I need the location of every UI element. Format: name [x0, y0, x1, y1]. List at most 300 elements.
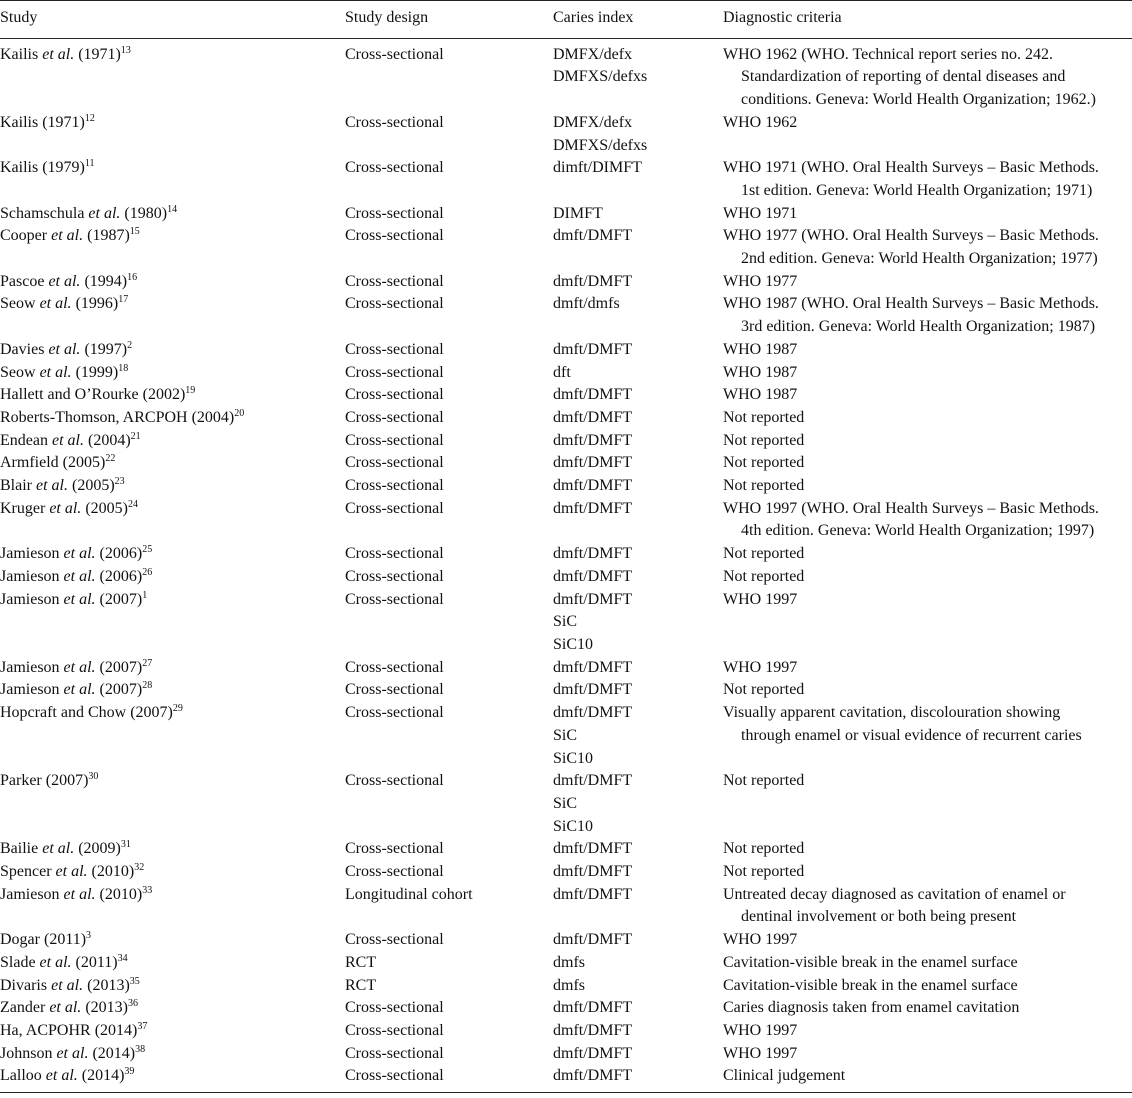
- criteria-line: Not reported: [723, 454, 805, 472]
- cell-caries-index: [553, 861, 723, 884]
- caries-index-line: dmft/DMFT: [553, 1067, 633, 1085]
- cell-diagnostic-criteria: [723, 589, 1132, 657]
- study-year: (2005): [68, 477, 115, 495]
- table-row: [0, 157, 1132, 202]
- criteria-line: WHO 1997 (WHO. Oral Health Surveys – Basic Methods.: [723, 499, 1099, 517]
- study-reference: 26: [142, 566, 153, 578]
- cell-diagnostic-criteria: [723, 543, 1132, 566]
- criteria-line: Cavitation-visible break in the enamel surface: [723, 976, 1018, 994]
- cell-diagnostic-criteria: [723, 997, 1132, 1020]
- cell-study-design: Cross-sectional: [345, 386, 444, 404]
- study-year: (1994): [80, 272, 128, 290]
- cell-study: [0, 293, 345, 338]
- cell-study: [0, 657, 345, 680]
- study-reference: 33: [142, 884, 153, 896]
- cell-diagnostic-criteria: [723, 293, 1132, 338]
- study-etal: et al.: [49, 499, 82, 517]
- criteria-line: WHO 1987: [723, 340, 798, 358]
- study-year: (2002): [138, 386, 186, 404]
- criteria-line: Clinical judgement: [723, 1067, 846, 1085]
- study-author: Seow: [0, 363, 36, 381]
- cell-study: [0, 1065, 345, 1092]
- cell-diagnostic-criteria: [723, 1020, 1132, 1043]
- table-header: [0, 1, 1132, 39]
- study-author: Armfield: [0, 454, 59, 472]
- cell-diagnostic-criteria: [723, 702, 1132, 770]
- cell-study: [0, 384, 345, 407]
- caries-index-line: SiC: [553, 613, 578, 631]
- caries-index-line: dmft/DMFT: [553, 408, 633, 426]
- table-row: [0, 566, 1132, 589]
- table-row: [0, 203, 1132, 226]
- study-reference: 35: [129, 975, 140, 987]
- cell-caries-index: [553, 884, 723, 929]
- cell-study-design: Cross-sectional: [345, 681, 444, 699]
- cell-study: [0, 452, 345, 475]
- table-row: [0, 498, 1132, 543]
- cell-diagnostic-criteria: [723, 38, 1132, 112]
- study-etal: et al.: [63, 545, 96, 563]
- cell-diagnostic-criteria: [723, 362, 1132, 385]
- study-year: (1996): [71, 295, 119, 313]
- criteria-line: WHO 1962: [723, 113, 798, 131]
- study-year: (2004): [187, 408, 235, 426]
- study-etal: et al.: [55, 863, 88, 881]
- study-author: Parker: [0, 772, 42, 790]
- study-author: Jamieson: [0, 545, 60, 563]
- table-row: [0, 339, 1132, 362]
- cell-study: [0, 543, 345, 566]
- caries-index-line: dmft/DMFT: [553, 499, 633, 517]
- caries-index-line: dmft/DMFT: [553, 1044, 633, 1062]
- criteria-line: WHO 1977: [723, 272, 798, 290]
- caries-index-line: dmft/DMFT: [553, 1021, 633, 1039]
- study-year: (2014): [90, 1021, 138, 1039]
- study-author: Jamieson: [0, 885, 60, 903]
- criteria-line: 3rd edition. Geneva: World Health Organization; 1987): [741, 318, 1096, 336]
- caries-index-line: SiC: [553, 726, 578, 744]
- study-year: (2005): [81, 499, 128, 517]
- criteria-line: through enamel or visual evidence of recurrent caries: [741, 726, 1082, 744]
- study-reference: 31: [120, 839, 131, 851]
- criteria-line: Caries diagnosis taken from enamel cavitation: [723, 999, 1020, 1017]
- study-etal: et al.: [49, 999, 82, 1017]
- caries-index-line: dmft/DMFT: [553, 272, 633, 290]
- cell-study-design: Cross-sectional: [345, 340, 444, 358]
- caries-index-line: dmft/DMFT: [553, 999, 633, 1017]
- caries-index-line: dmft/DMFT: [553, 840, 633, 858]
- study-etal: et al.: [48, 272, 81, 290]
- cell-study-design: Cross-sectional: [345, 295, 444, 313]
- table-row: [0, 1065, 1132, 1092]
- study-year: (2007): [95, 681, 143, 699]
- cell-study: [0, 112, 345, 157]
- criteria-line: WHO 1997: [723, 1021, 798, 1039]
- study-reference: 27: [142, 657, 153, 669]
- cell-study: [0, 589, 345, 657]
- criteria-line: 2nd edition. Geneva: World Health Organization; 1977): [741, 250, 1098, 268]
- cell-diagnostic-criteria: [723, 384, 1132, 407]
- caries-index-line: SiC10: [553, 749, 594, 767]
- study-author: Roberts-Thomson, ARCPOH: [0, 408, 188, 426]
- caries-index-line: dmft/DMFT: [553, 227, 633, 245]
- cell-caries-index: [553, 430, 723, 453]
- cell-study-design: RCT: [345, 953, 377, 971]
- study-author: Zander: [0, 999, 46, 1017]
- table-row: [0, 770, 1132, 838]
- criteria-line: Not reported: [723, 545, 805, 563]
- cell-study: [0, 430, 345, 453]
- study-etal: et al.: [63, 590, 96, 608]
- cell-study-design: Cross-sectional: [345, 363, 444, 381]
- cell-diagnostic-criteria: [723, 157, 1132, 202]
- cell-caries-index: [553, 929, 723, 952]
- study-etal: et al.: [63, 658, 96, 676]
- cell-study-design: Cross-sectional: [345, 1021, 444, 1039]
- table-row: [0, 384, 1132, 407]
- cell-caries-index: [553, 475, 723, 498]
- cell-caries-index: [553, 1043, 723, 1066]
- study-reference: 15: [129, 226, 140, 238]
- study-year: (1971): [38, 113, 85, 131]
- study-year: (2004): [83, 431, 131, 449]
- study-year: (2006): [95, 567, 143, 585]
- cell-study-design: Cross-sectional: [345, 863, 444, 881]
- cell-caries-index: [553, 498, 723, 543]
- study-author: Kruger: [0, 499, 46, 517]
- cell-caries-index: [553, 589, 723, 657]
- study-year: (2007): [95, 658, 143, 676]
- cell-caries-index: [553, 657, 723, 680]
- study-reference: 32: [134, 862, 145, 874]
- study-year: (2010): [87, 863, 135, 881]
- caries-index-line: SiC: [553, 794, 578, 812]
- cell-diagnostic-criteria: [723, 861, 1132, 884]
- study-year: (2013): [81, 999, 128, 1017]
- caries-index-line: DMFXS/defxs: [553, 136, 648, 154]
- table-row: [0, 271, 1132, 294]
- cell-diagnostic-criteria: [723, 838, 1132, 861]
- criteria-line: Not reported: [723, 431, 805, 449]
- cell-study: [0, 929, 345, 952]
- criteria-line: WHO 1987: [723, 386, 798, 404]
- study-reference: 17: [118, 294, 129, 306]
- study-author: Dogar: [0, 931, 40, 949]
- table-row: [0, 1020, 1132, 1043]
- caries-index-line: DIMFT: [553, 204, 603, 222]
- cell-caries-index: [553, 702, 723, 770]
- cell-study: [0, 38, 345, 112]
- table-row: [0, 975, 1132, 998]
- cell-study: [0, 679, 345, 702]
- study-year: (1997): [80, 340, 128, 358]
- study-year: (2006): [95, 545, 143, 563]
- caries-index-line: dmft/DMFT: [553, 431, 633, 449]
- table-row: [0, 293, 1132, 338]
- study-reference: 13: [120, 44, 131, 56]
- caries-index-line: dmft/DMFT: [553, 681, 633, 699]
- study-author: Seow: [0, 295, 36, 313]
- cell-study-design: Cross-sectional: [345, 113, 444, 131]
- criteria-line: conditions. Geneva: World Health Organization; 1962.): [741, 91, 1096, 109]
- cell-study-design: Cross-sectional: [345, 704, 444, 722]
- cell-study: [0, 770, 345, 838]
- cell-study: [0, 566, 345, 589]
- cell-study-design: Cross-sectional: [345, 931, 444, 949]
- cell-caries-index: [553, 770, 723, 838]
- table-body: [0, 38, 1132, 1092]
- cell-study: [0, 975, 345, 998]
- caries-index-line: dmft/DMFT: [553, 567, 633, 585]
- study-reference: 30: [88, 771, 99, 783]
- header-diagnostic-criteria: Diagnostic criteria: [723, 9, 842, 26]
- criteria-line: Not reported: [723, 772, 805, 790]
- study-reference: 16: [127, 271, 138, 283]
- study-author: Slade: [0, 953, 36, 971]
- cell-diagnostic-criteria: [723, 339, 1132, 362]
- study-year: (1971): [74, 45, 121, 63]
- cell-caries-index: [553, 384, 723, 407]
- study-reference: 25: [142, 544, 153, 556]
- study-year: (2007): [95, 590, 143, 608]
- cell-study: [0, 702, 345, 770]
- caries-index-line: dmft/DMFT: [553, 545, 633, 563]
- table-row: [0, 225, 1132, 270]
- caries-index-line: dmft/DMFT: [553, 863, 633, 881]
- study-author: Kailis: [0, 159, 39, 177]
- cell-study: [0, 861, 345, 884]
- study-reference: 3: [86, 930, 92, 942]
- caries-index-line: dmft/DMFT: [553, 340, 633, 358]
- table-row: [0, 430, 1132, 453]
- criteria-line: Not reported: [723, 567, 805, 585]
- study-author: Cooper: [0, 227, 48, 245]
- caries-index-line: dmft/DMFT: [553, 386, 633, 404]
- study-etal: et al.: [63, 681, 96, 699]
- study-reference: 1: [142, 589, 148, 601]
- study-year: (2011): [71, 953, 118, 971]
- criteria-line: Visually apparent cavitation, discolouration showing: [723, 704, 1061, 722]
- criteria-line: WHO 1977 (WHO. Oral Health Surveys – Basic Methods.: [723, 227, 1099, 245]
- table-row: [0, 997, 1132, 1020]
- cell-study-design: Cross-sectional: [345, 999, 444, 1017]
- cell-study-design: Cross-sectional: [345, 545, 444, 563]
- cell-caries-index: [553, 225, 723, 270]
- cell-caries-index: [553, 271, 723, 294]
- criteria-line: Not reported: [723, 681, 805, 699]
- criteria-line: WHO 1962 (WHO. Technical report series no. 242.: [723, 45, 1054, 63]
- cell-diagnostic-criteria: [723, 452, 1132, 475]
- study-etal: et al.: [63, 567, 96, 585]
- study-year: (1987): [83, 227, 130, 245]
- study-reference: 14: [167, 203, 178, 215]
- criteria-line: 1st edition. Geneva: World Health Organization; 1971): [741, 181, 1093, 199]
- study-etal: et al.: [39, 363, 72, 381]
- study-author: Davies: [0, 340, 45, 358]
- cell-caries-index: [553, 1065, 723, 1092]
- cell-caries-index: [553, 293, 723, 338]
- caries-index-line: DMFXS/defxs: [553, 68, 648, 86]
- study-reference: 20: [234, 407, 245, 419]
- study-year: (2013): [83, 976, 130, 994]
- cell-caries-index: [553, 952, 723, 975]
- cell-study-design: Cross-sectional: [345, 1067, 444, 1085]
- cell-study: [0, 952, 345, 975]
- table-row: [0, 952, 1132, 975]
- study-year: (2014): [88, 1044, 136, 1062]
- criteria-line: Cavitation-visible break in the enamel surface: [723, 953, 1018, 971]
- cell-study: [0, 407, 345, 430]
- study-author: Jamieson: [0, 681, 60, 699]
- study-etal: et al.: [51, 976, 84, 994]
- criteria-line: Standardization of reporting of dental diseases and: [741, 68, 1066, 86]
- caries-index-line: SiC10: [553, 817, 594, 835]
- cell-study: [0, 498, 345, 543]
- table-row: [0, 589, 1132, 657]
- cell-caries-index: [553, 407, 723, 430]
- study-etal: et al.: [63, 885, 96, 903]
- study-author: Jamieson: [0, 590, 60, 608]
- caries-index-line: dmft/DMFT: [553, 885, 633, 903]
- cell-study: [0, 339, 345, 362]
- cell-diagnostic-criteria: [723, 498, 1132, 543]
- cell-caries-index: [553, 1020, 723, 1043]
- cell-study: [0, 157, 345, 202]
- cell-caries-index: [553, 997, 723, 1020]
- criteria-line: dentinal involvement or both being present: [741, 908, 1017, 926]
- study-etal: et al.: [51, 227, 84, 245]
- cell-diagnostic-criteria: [723, 407, 1132, 430]
- study-reference: 12: [84, 112, 95, 124]
- criteria-line: WHO 1987: [723, 363, 798, 381]
- cell-study: [0, 225, 345, 270]
- study-author: Bailie: [0, 840, 39, 858]
- cell-diagnostic-criteria: [723, 430, 1132, 453]
- table-row: [0, 702, 1132, 770]
- study-etal: et al.: [39, 295, 72, 313]
- study-reference: 29: [172, 703, 183, 715]
- study-author: Spencer: [0, 863, 52, 881]
- criteria-line: WHO 1971: [723, 204, 798, 222]
- study-etal: et al.: [36, 477, 68, 495]
- table-row: [0, 838, 1132, 861]
- caries-index-line: dmft/DMFT: [553, 772, 633, 790]
- cell-diagnostic-criteria: [723, 975, 1132, 998]
- cell-caries-index: [553, 339, 723, 362]
- study-author: Hopcraft and Chow: [0, 704, 127, 722]
- study-reference: 18: [118, 362, 129, 374]
- cell-diagnostic-criteria: [723, 1065, 1132, 1092]
- header-row: [0, 1, 1132, 39]
- cell-diagnostic-criteria: [723, 1043, 1132, 1066]
- table-row: [0, 657, 1132, 680]
- cell-study: [0, 475, 345, 498]
- study-year: (1999): [71, 363, 119, 381]
- cell-study-design: Cross-sectional: [345, 159, 444, 177]
- cell-study-design: Cross-sectional: [345, 408, 444, 426]
- study-reference: 23: [114, 476, 125, 488]
- study-reference: 34: [117, 952, 128, 964]
- study-etal: et al.: [45, 1067, 78, 1085]
- criteria-line: Not reported: [723, 408, 805, 426]
- study-author: Ha, ACPOHR: [0, 1021, 91, 1039]
- table-row: [0, 679, 1132, 702]
- cell-study-design: Cross-sectional: [345, 658, 444, 676]
- cell-study-design: Longitudinal cohort: [345, 885, 473, 903]
- cell-diagnostic-criteria: [723, 657, 1132, 680]
- cell-study: [0, 997, 345, 1020]
- cell-study-design: Cross-sectional: [345, 431, 444, 449]
- caries-index-line: dmft/DMFT: [553, 477, 633, 495]
- study-reference: 24: [127, 498, 138, 510]
- cell-study-design: Cross-sectional: [345, 499, 444, 517]
- caries-index-line: dft: [553, 363, 571, 381]
- cell-caries-index: [553, 203, 723, 226]
- caries-index-line: DMFX/defx: [553, 113, 633, 131]
- study-author: Pascoe: [0, 272, 45, 290]
- study-year: (2011): [39, 931, 87, 949]
- cell-study-design: Cross-sectional: [345, 1044, 444, 1062]
- cell-caries-index: [553, 838, 723, 861]
- table-row: [0, 452, 1132, 475]
- study-author: Jamieson: [0, 567, 60, 585]
- header-study-design: Study design: [345, 9, 429, 26]
- cell-study: [0, 884, 345, 929]
- cell-diagnostic-criteria: [723, 884, 1132, 929]
- cell-caries-index: [553, 157, 723, 202]
- cell-diagnostic-criteria: [723, 929, 1132, 952]
- study-etal: et al.: [48, 340, 81, 358]
- table-row: [0, 475, 1132, 498]
- study-etal: et al.: [42, 840, 75, 858]
- criteria-line: Not reported: [723, 863, 805, 881]
- cell-diagnostic-criteria: [723, 225, 1132, 270]
- cell-caries-index: [553, 452, 723, 475]
- cell-diagnostic-criteria: [723, 203, 1132, 226]
- header-caries-index: Caries index: [553, 9, 634, 26]
- study-year: (2014): [77, 1067, 125, 1085]
- cell-study: [0, 271, 345, 294]
- criteria-line: Not reported: [723, 477, 805, 495]
- cell-study-design: Cross-sectional: [345, 772, 444, 790]
- criteria-line: WHO 1997: [723, 590, 798, 608]
- cell-study: [0, 203, 345, 226]
- cell-diagnostic-criteria: [723, 566, 1132, 589]
- table-row: [0, 861, 1132, 884]
- study-year: (1980): [120, 204, 168, 222]
- study-reference: 22: [105, 453, 116, 465]
- cell-study-design: Cross-sectional: [345, 454, 444, 472]
- cell-study-design: Cross-sectional: [345, 840, 444, 858]
- study-reference: 2: [127, 339, 133, 351]
- cell-study-design: Cross-sectional: [345, 477, 444, 495]
- study-year: (2005): [58, 454, 106, 472]
- study-year: (2009): [74, 840, 121, 858]
- cell-diagnostic-criteria: [723, 271, 1132, 294]
- cell-caries-index: [553, 543, 723, 566]
- criteria-line: Untreated decay diagnosed as cavitation of enamel or: [723, 885, 1066, 903]
- study-author: Kailis: [0, 113, 39, 131]
- study-etal: et al.: [88, 204, 121, 222]
- cell-diagnostic-criteria: [723, 770, 1132, 838]
- cell-caries-index: [553, 112, 723, 157]
- study-year: (2010): [95, 885, 143, 903]
- criteria-line: Not reported: [723, 840, 805, 858]
- cell-caries-index: [553, 975, 723, 998]
- caries-index-line: SiC10: [553, 635, 594, 653]
- table-row: [0, 407, 1132, 430]
- header-study: Study: [0, 9, 38, 26]
